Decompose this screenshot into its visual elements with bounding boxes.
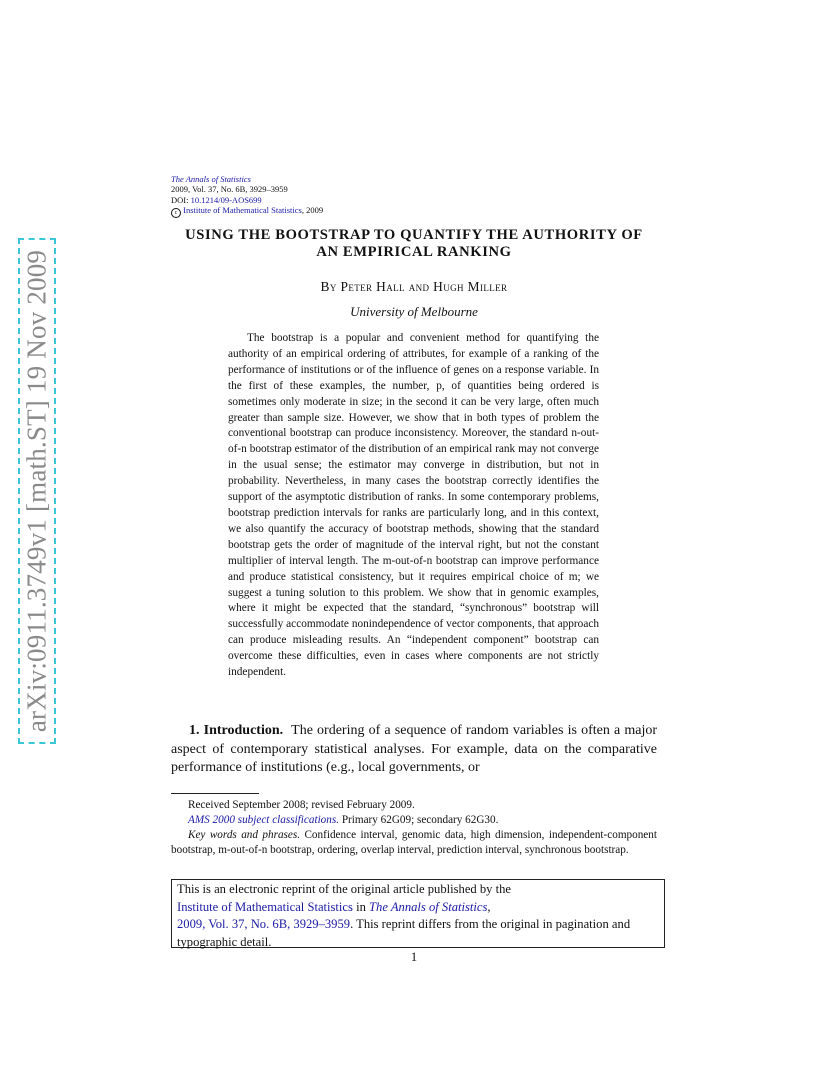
keywords-label: Key words and phrases.	[188, 829, 301, 842]
arxiv-stamp	[18, 238, 56, 744]
footnotes	[171, 798, 657, 858]
paper-title	[171, 227, 657, 261]
reprint-comma: ,	[487, 899, 491, 914]
journal-header	[171, 174, 323, 218]
ams-classification-text: Primary 62G09; secondary 62G30.	[339, 814, 499, 827]
reprint-rest: . This reprint differs from the original in pagination and typographic detail.	[177, 917, 631, 949]
reprint-line-1: This is an electronic reprint of the original article published by the	[177, 882, 511, 896]
journal-name-link[interactable]: The Annals of Statistics	[171, 174, 251, 184]
keywords-text: Confidence interval, genomic data, high dimension, independent-component bootstrap, m-out-of-n bootstrap, ordering, overlap interval, prediction interval, synchronous bootstrap.	[171, 829, 657, 857]
reprint-citation-link[interactable]: 2009, Vol. 37, No. 6B, 3929–3959	[177, 917, 351, 931]
copyright-year: , 2009	[301, 205, 324, 216]
reprint-journal-link[interactable]: The Annals of Statistics	[369, 899, 488, 914]
reprint-in: in	[352, 899, 370, 914]
authors	[171, 279, 657, 295]
received-note: Received September 2008; revised February 2009.	[188, 799, 415, 811]
publisher-link[interactable]: Institute of Mathematical Statistics	[183, 205, 302, 216]
abstract-text: The bootstrap is a popular and convenient method for quantifying the authority of an empirical ordering of attributes, for example of a ranking of the performance of institutions or of the influence of genes on a response variable. In the first of these examples, the number, p, of quantities being ordered is sometimes only moderate in size; in the second it can be very large, often much greater than sample size. However, we show that in both types of problem the conventional bootstrap can produce inconsistency. Moreover, the standard n-out-of-n bootstrap estimator of the distribution of an empirical rank may not converge in the usual sense; the estimator may converge in distribution, but not in probability. Nevertheless, in many cases the bootstrap correctly identifies the support of the asymptotic distribution of ranks. In some contemporary problems, bootstrap prediction intervals for ranks are particularly long, and in this context, we also quantify the accuracy of bootstrap methods, showing that the standard bootstrap gets the order of magnitude of the interval right, but not the constant multiplier of interval length. The m-out-of-n bootstrap can improve performance and produce statistical consistency, but it requires empirical choice of m; we suggest a tuning solution to this problem. We show that in genomic examples, where it might be expected that the standard, “synchronous” bootstrap will successfully accommodate nonindependence of vector components, that approach can produce misleading results. An “independent component” bootstrap can overcome these difficulties, even in cases where components are not strictly independent.	[228, 332, 599, 679]
doi-label: DOI:	[171, 194, 191, 205]
copyright-icon: c	[171, 208, 181, 218]
title-line-1: USING THE BOOTSTRAP TO QUANTIFY THE AUTHORITY OF	[185, 227, 643, 243]
author-names: By Peter Hall and Hugh Miller	[320, 279, 508, 294]
abstract	[228, 331, 599, 681]
reprint-notice	[171, 879, 665, 948]
doi-link[interactable]: 10.1214/09-AOS699	[190, 194, 262, 205]
ams-classification-link[interactable]: AMS 2000 subject classifications.	[188, 814, 340, 827]
section-heading: 1. Introduction.	[189, 723, 284, 738]
introduction	[171, 722, 657, 778]
intro-text: The ordering of a sequence of random variables is often a major aspect of contemporary statistical analyses. For example, data on the comparative performance of institutions (e.g., local governments, or	[171, 723, 657, 776]
reprint-publisher-link[interactable]: Institute of Mathematical Statistics	[177, 899, 353, 914]
affiliation: University of Melbourne	[350, 304, 478, 319]
page-number: 1	[410, 950, 418, 964]
arxiv-identifier[interactable]: arXiv:0911.3749v1 [math.ST] 19 Nov 2009	[21, 249, 52, 733]
volume-line: 2009, Vol. 37, No. 6B, 3929–3959	[171, 184, 288, 195]
title-line-2: AN EMPIRICAL RANKING	[316, 244, 512, 260]
footnote-rule	[171, 793, 259, 794]
